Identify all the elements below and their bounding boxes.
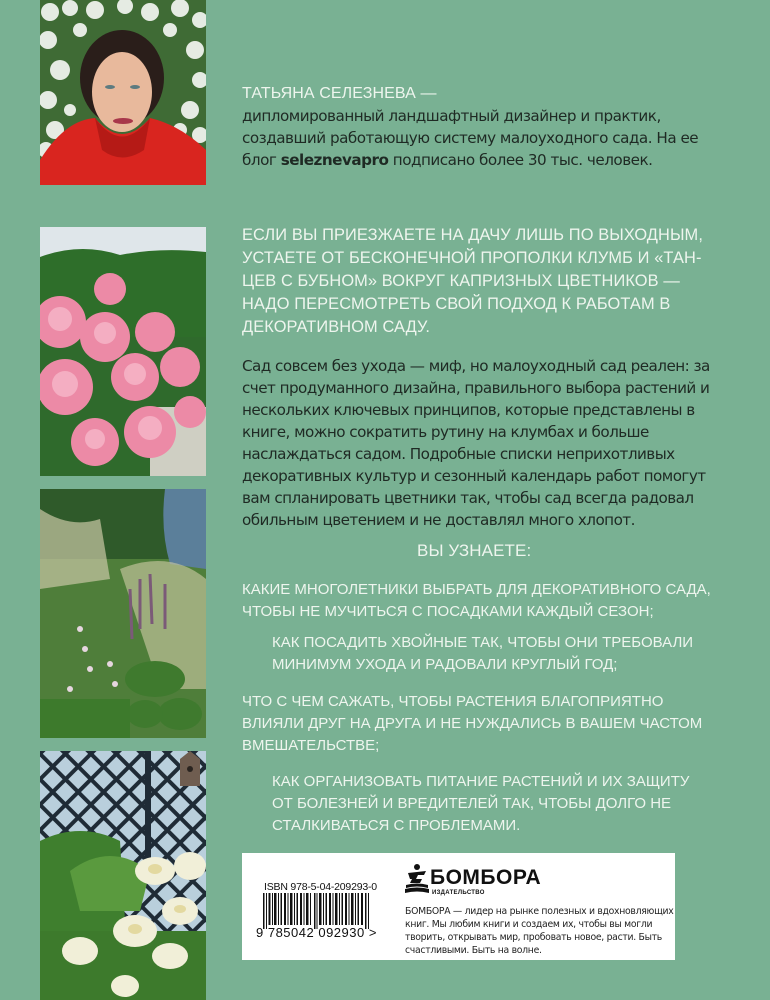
author-bio [242, 105, 732, 171]
author-portrait-photo [40, 0, 206, 185]
author-bio-text: дипломированный ландшафтный дизайнер и практик, создавший работающую систему малоуходного сада. На ее блог [242, 107, 699, 169]
peonies-photo [40, 227, 206, 476]
author-bio-text-end: подписано более 30 тыс. человек. [388, 151, 653, 169]
description-paragraph: Сад совсем без ухода — миф, но малоуходный сад реален: за счет продуманного дизайна, правильного выбора растений и нескольких ключевых принципов, которые представлены в книге, можно сократить рутину на клумбах и больше наслаждаться садом. Подробные списки неприхотливых декоративных культур и сезонный календарь работ помогут вам спланировать цветники так, чтобы сад всегда радовал обильным цветением и не доставлял много хлопот. [242, 357, 710, 529]
learn-item: КАК ПОСАДИТЬ ХВОЙНЫЕ ТАК, ЧТОБЫ ОНИ ТРЕБОВАЛИ МИНИМУМ УХОДА И РАДОВАЛИ КРУГЛЫЙ ГОД; [272, 634, 694, 673]
publisher-box [242, 853, 675, 960]
learn-item: КАКИЕ МНОГОЛЕТНИКИ ВЫБРАТЬ ДЛЯ ДЕКОРАТИВНОГО САДА, ЧТОБЫ НЕ МУЧИТЬСЯ С ПОСАДКАМИ КАЖДЫЙ СЕЗОН; [242, 581, 711, 620]
author-block [242, 83, 732, 171]
learn-heading: ВЫ УЗНАЕТЕ: [417, 541, 532, 560]
barcode-icon [263, 893, 370, 929]
blog-handle: seleznevapro [280, 151, 389, 169]
white-lilies-photo [40, 751, 206, 1000]
publisher-logo-name: БОМБОРА [430, 866, 542, 889]
publisher-logo-subtitle: ИЗДАТЕЛЬСТВО [432, 890, 485, 896]
isbn-label: ISBN 978-5-04-209293-0 [264, 881, 377, 893]
bombora-logo-icon [404, 863, 430, 895]
barcode-digits: 9 785042 092930 > [256, 925, 377, 940]
intro-caps-paragraph: ЕСЛИ ВЫ ПРИЕЗЖАЕТЕ НА ДАЧУ ЛИШЬ ПО ВЫХОДНЫМ, УСТАЕТЕ ОТ БЕСКОНЕЧНОЙ ПРОПОЛКИ КЛУМБ И «ТАН-ЦЕВ С БУБНОМ» ВОКРУГ КАПРИЗНЫХ ЦВЕТНИКОВ — НАДО ПЕРЕСМОТРЕТЬ СВОЙ ПОДХОД К РАБОТАМ В ДЕКОРАТИВНОМ САДУ. [242, 226, 703, 336]
learn-item: ЧТО С ЧЕМ САЖАТЬ, ЧТОБЫ РАСТЕНИЯ БЛАГОПРИЯТНО ВЛИЯЛИ ДРУГ НА ДРУГА И НЕ НУЖДАЛИСЬ В ВАШЕМ ЧАСТОМ ВМЕШАТЕЛЬСТВЕ; [242, 693, 703, 754]
publisher-description: БОМБОРА — лидер на рынке полезных и вдохновляющих книг. Мы любим книги и создаем их, чтобы вы могли творить, открывать мир, пробовать новое, расти. Быть счастливыми. Быть на волне. [405, 906, 674, 956]
learn-item: КАК ОРГАНИЗОВАТЬ ПИТАНИЕ РАСТЕНИЙ И ИХ ЗАЩИТУ ОТ БОЛЕЗНЕЙ И ВРЕДИТЕЛЕЙ ТАК, ЧТОБЫ ДОЛГО НЕ СТАЛКИВАТЬСЯ С ПРОБЛЕМАМИ. [272, 773, 690, 834]
author-name: ТАТЬЯНА СЕЛЕЗНЕВА — [242, 85, 437, 102]
ornamental-grasses-photo [40, 489, 206, 738]
